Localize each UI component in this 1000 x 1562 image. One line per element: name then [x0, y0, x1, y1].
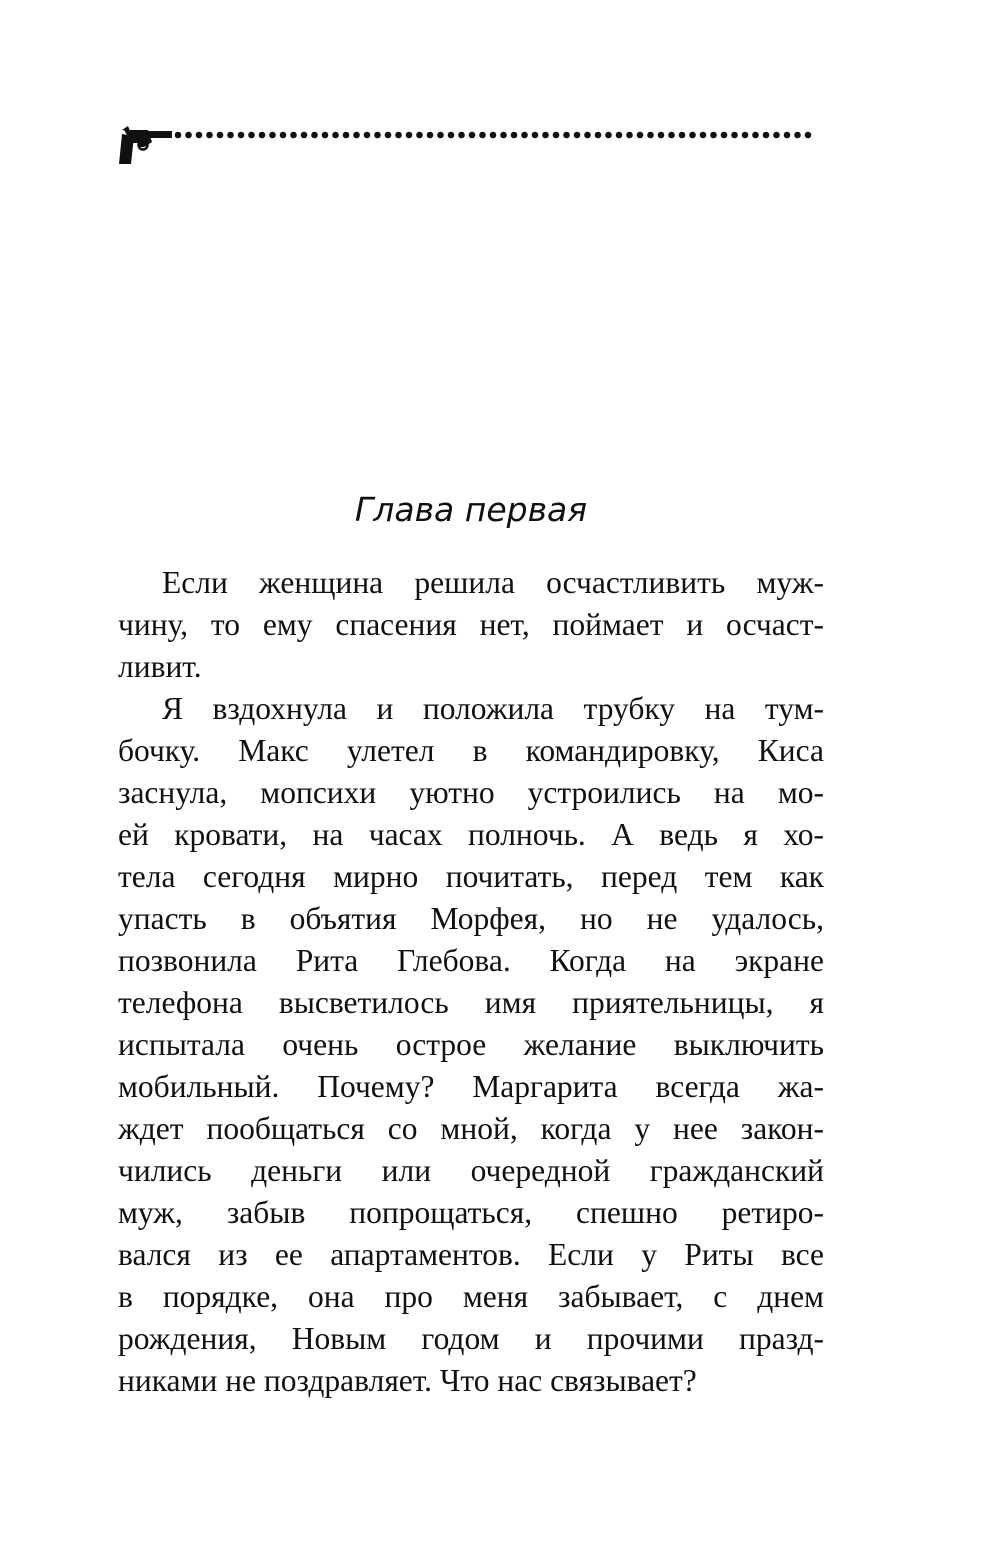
text-line: позвонила Рита Глебова. Когда на экране — [118, 943, 824, 978]
text-line: бочку. Макс улетел в командировку, Киса — [118, 733, 824, 768]
text-line: ей кровати, на часах полночь. А ведь я хо- — [118, 817, 824, 852]
text-line: чину, то ему спасения нет, поймает и осчаст- — [118, 607, 824, 642]
text-line: Если женщина решила осчастливить муж- — [162, 565, 824, 600]
text-line: Я вздохнула и положила трубку на тум- — [162, 691, 824, 726]
text-line: испытала очень острое желание выключить — [118, 1027, 824, 1062]
text-line: чились деньги или очередной гражданский — [118, 1153, 824, 1188]
text-line: рождения, Новым годом и прочими празд- — [118, 1321, 824, 1356]
text-line: ждет пообщаться со мной, когда у нее закон- — [118, 1111, 824, 1146]
chapter-body — [118, 562, 824, 1402]
text-line: упасть в объятия Морфея, но не удалось, — [118, 901, 824, 936]
text-line: никами не поздравляет. Что нас связывает? — [118, 1363, 697, 1398]
text-line: в порядке, она про меня забывает, с днем — [118, 1279, 824, 1314]
chapter-header-ornament — [118, 120, 824, 170]
text-line: ливит. — [118, 649, 202, 684]
paragraph — [118, 688, 824, 1402]
text-line: тела сегодня мирно почитать, перед тем как — [118, 859, 824, 894]
text-line: вался из ее апартаментов. Если у Риты все — [118, 1237, 824, 1272]
text-line: телефона высветилось имя приятельницы, я — [118, 985, 824, 1020]
revolver-icon — [119, 126, 172, 164]
revolver-dotted-line — [118, 120, 824, 170]
text-line: мобильный. Почему? Маргарита всегда жа- — [118, 1069, 824, 1104]
text-line: заснула, мопсихи уютно устроились на мо- — [118, 775, 824, 810]
chapter-title: Глава первая — [354, 490, 588, 529]
paragraph — [118, 562, 824, 688]
dotted-rule — [175, 132, 812, 139]
text-line: муж, забыв попрощаться, спешно ретиро- — [118, 1195, 824, 1230]
